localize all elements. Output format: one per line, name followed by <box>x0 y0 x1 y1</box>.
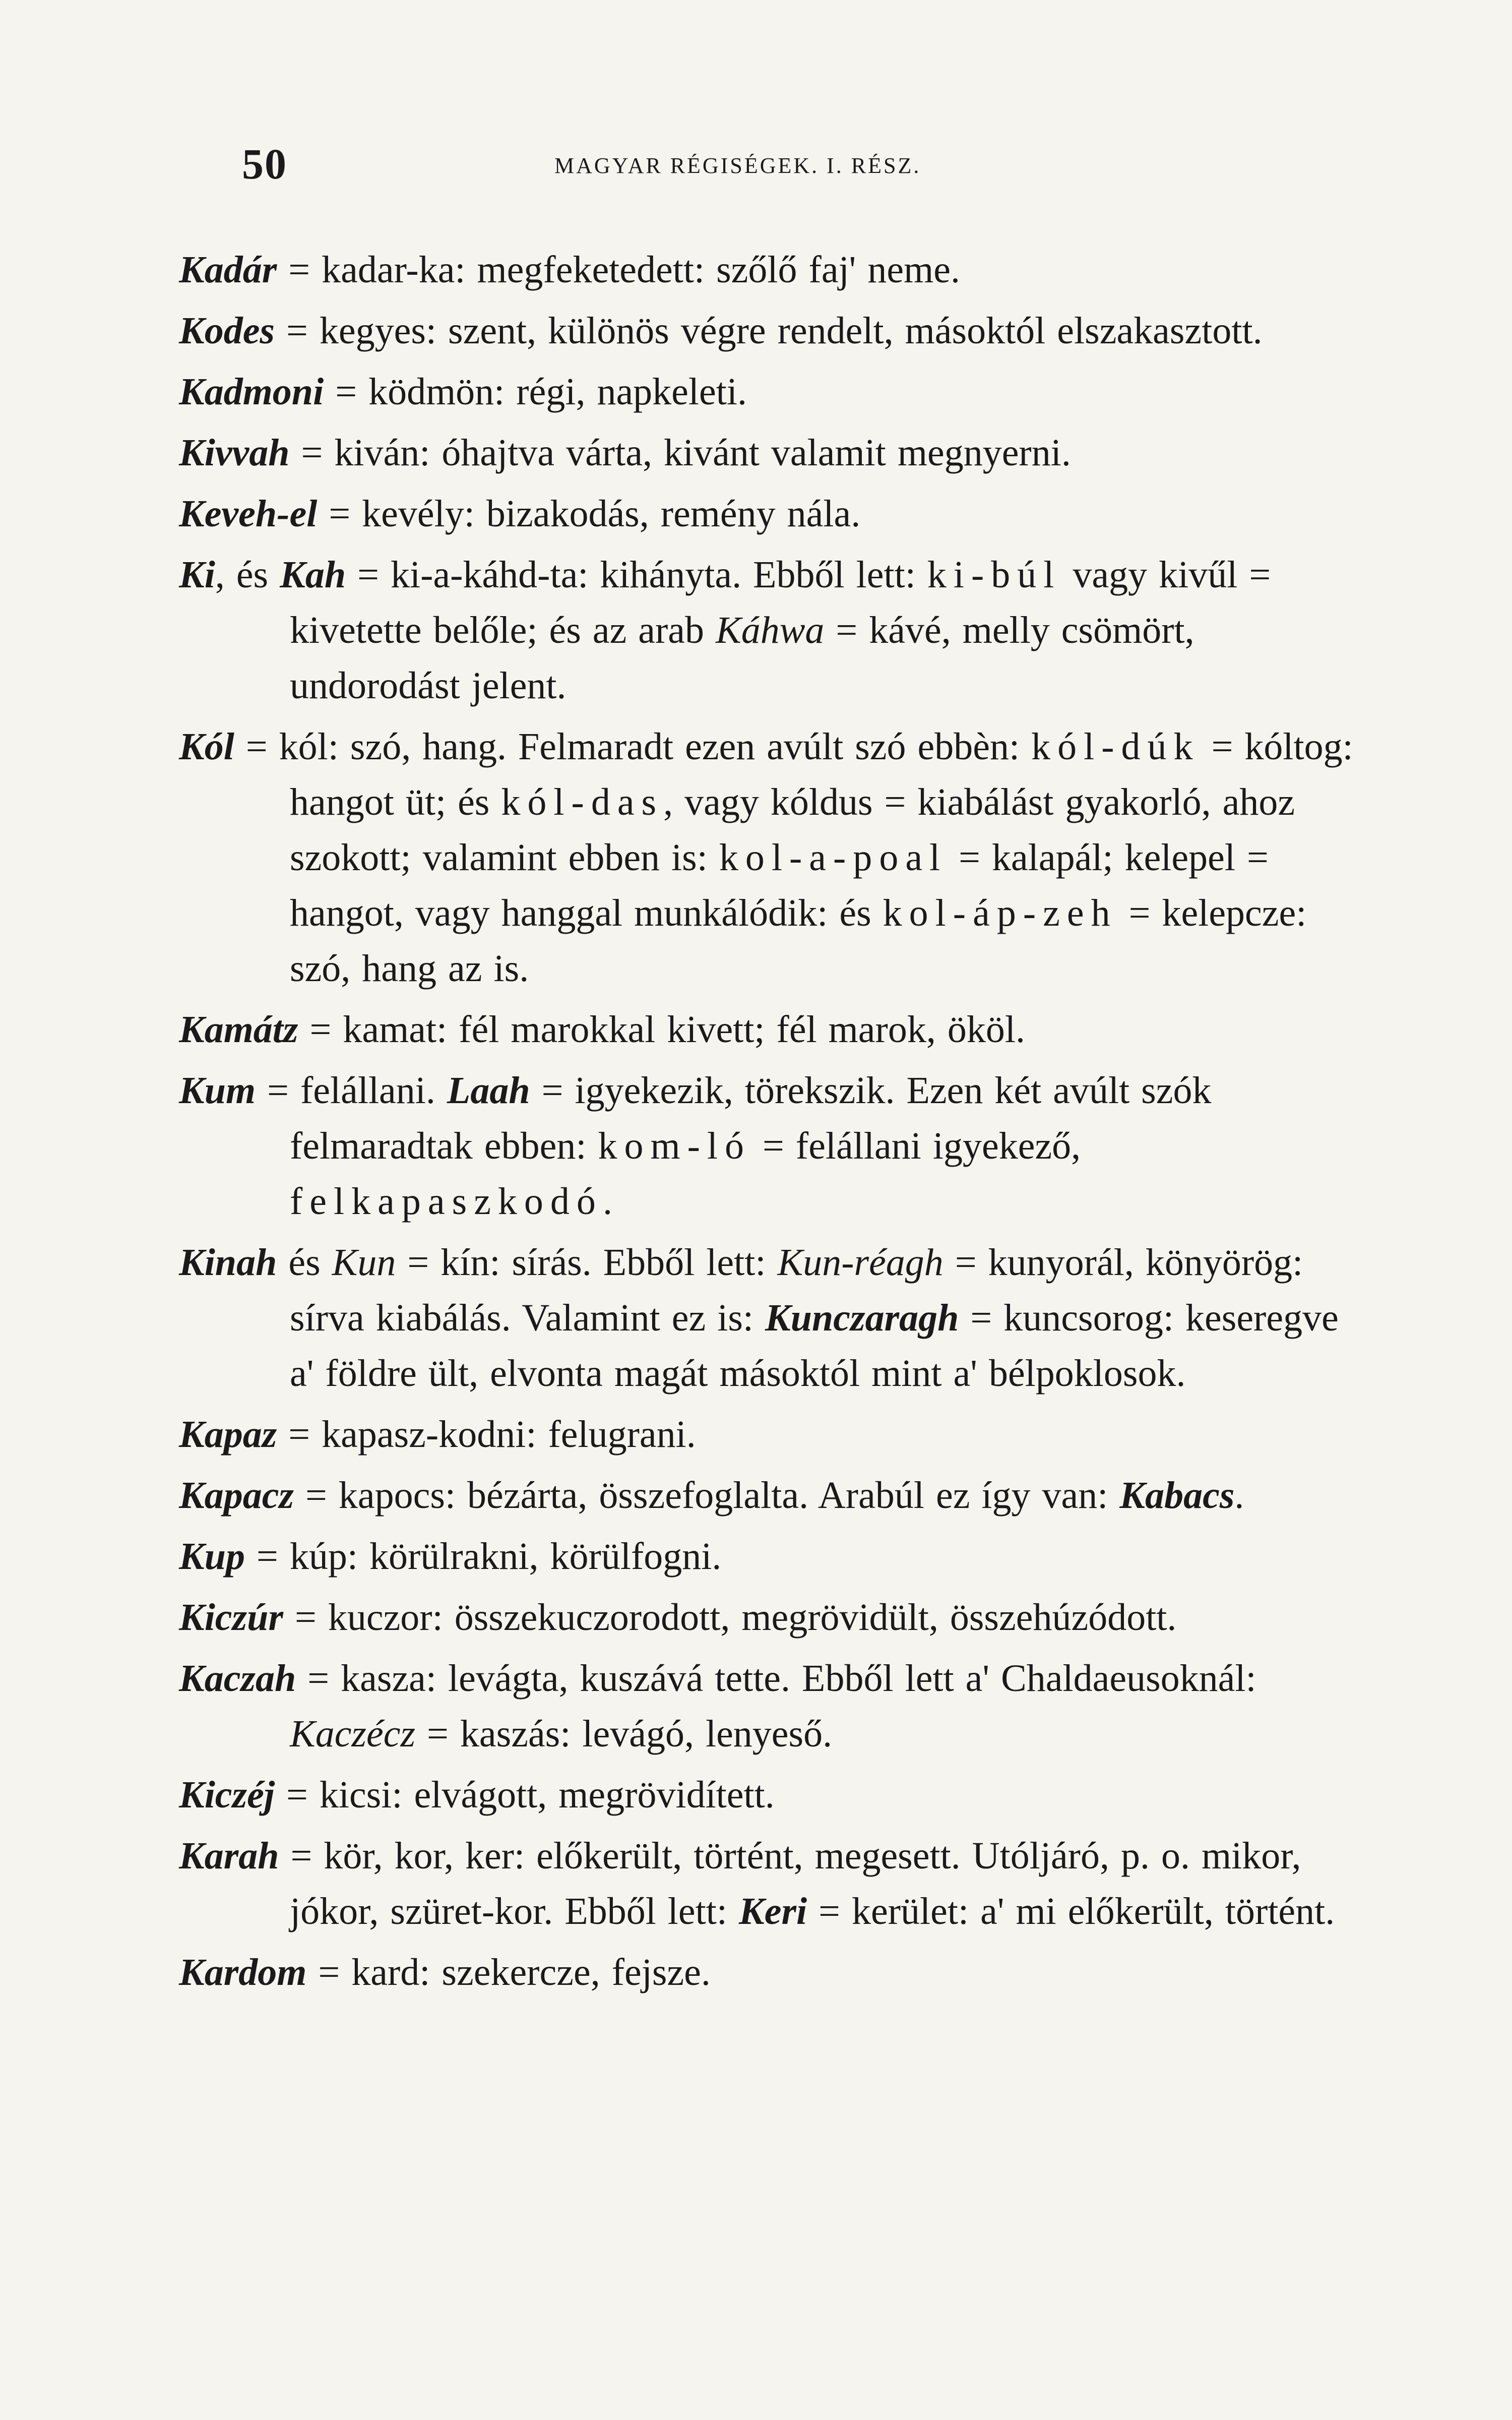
entry-kaczah <box>179 1651 1353 1762</box>
entry-text-run: = kör, kor, ker: előkerült, történt, megesett. Utóljáró, p. o. mikor, jókor, szüret-kor. Ebből lett: <box>279 1835 1301 1932</box>
entry-text-run: = kúp: körülrakni, körülfogni. <box>244 1535 722 1578</box>
entry-kup <box>179 1529 1353 1584</box>
entry-headword: Kól <box>179 725 234 768</box>
entry-headword: Kapacz <box>179 1474 294 1517</box>
entry-text-run: = kól: szó, hang. Felmaradt ezen avúlt szó ebbèn: <box>234 725 1032 768</box>
entry-text-run: = kelepcze: szó, hang az is. <box>290 892 1307 990</box>
entry-kodes <box>179 303 1353 358</box>
running-title: MAGYAR RÉGISÉGEK. I. RÉSZ. <box>554 153 921 178</box>
entry-headword: Kaczah <box>179 1657 296 1700</box>
entry-text-run: = kasza: levágta, kuszává tette. Ebből lett a' Chaldaeusoknál: <box>296 1657 1256 1700</box>
entry-text-run: = kávé, melly csömört, undorodást jelent. <box>290 609 1194 707</box>
entry-kiczej <box>179 1767 1353 1823</box>
entry-headword: Kardom <box>179 1951 307 1993</box>
entry-headword: Kadmoni <box>179 371 324 413</box>
entry-text-run: vagy kivűl = kivetette belőle; és az arab <box>290 554 1271 651</box>
entry-text-run: Kabacs <box>1119 1474 1235 1517</box>
entry-headword: Kiczúr <box>179 1596 283 1639</box>
page-number: 50 <box>242 140 287 188</box>
entry-text-run: = kunyorál, könyörög: sírva kiabálás. Valamint ez is: <box>290 1241 1303 1339</box>
entry-headword: Keveh-el <box>179 493 318 535</box>
entry-text-run: = kaszás: levágó, lenyeső. <box>415 1713 833 1755</box>
entry-keveh-el <box>179 486 1353 541</box>
entry-text-run: = kín: sírás. Ebből lett: <box>396 1241 778 1284</box>
page-header <box>242 139 1331 194</box>
entry-kinah <box>179 1235 1353 1401</box>
entry-text-run: kól-dúk <box>1031 725 1200 768</box>
entry-text-run: Káhwa <box>716 609 825 651</box>
entry-text-run: = kiván: óhajtva várta, kivánt valamit megnyerni. <box>289 432 1071 474</box>
entry-kapaz <box>179 1407 1353 1462</box>
entry-kadar <box>179 242 1353 297</box>
entry-text-run: = kicsi: elvágott, megrövidített. <box>274 1774 775 1816</box>
entry-text-run: felkapaszkodó <box>290 1180 603 1223</box>
entry-text-run: Kunczaragh <box>765 1297 959 1339</box>
entry-text-run: kol-áp-zeh <box>883 892 1117 934</box>
entry-text-run: = kóltog: hangot üt; és <box>290 725 1353 823</box>
entry-text-run: = kapasz-kodni: felugrani. <box>277 1413 696 1456</box>
entry-text-run: = kuncsorog: keseregve a' földre ült, elvonta magát másoktól mint a' bélpoklosok. <box>290 1297 1339 1395</box>
entry-kol <box>179 719 1353 996</box>
entry-headword: Karah <box>179 1835 279 1877</box>
entry-headword: Kum <box>179 1069 256 1112</box>
entry-text-run: kol-a-poal <box>719 836 948 879</box>
entry-text-run: kom-ló <box>598 1125 751 1167</box>
entry-text-run: ki-búl <box>927 554 1061 596</box>
entry-kardom <box>179 1945 1353 2000</box>
entry-text-run: Kun-réagh <box>777 1241 943 1284</box>
entry-text-run: = ködmön: régi, napkeleti. <box>324 371 747 413</box>
entry-text-run: = kuczor: összekuczorodott, megrövidült, összehúzódott. <box>283 1596 1177 1639</box>
entry-text-run: és <box>277 1241 332 1284</box>
entry-text-run: = igyekezik, törekszik. Ezen két avúlt szók felmaradtak ebben: <box>290 1069 1212 1167</box>
entry-headword: Kodes <box>179 310 275 352</box>
entry-text-run: Kun <box>332 1241 396 1284</box>
entry-text-run: , és <box>215 554 280 596</box>
entry-headword: Kinah <box>179 1241 277 1284</box>
entry-headword: Kup <box>179 1535 245 1578</box>
entry-headword: Kah <box>280 554 346 596</box>
entry-kamatz <box>179 1002 1353 1057</box>
entry-text-run: = felállani. <box>256 1069 447 1112</box>
dictionary-entries <box>179 242 1353 2006</box>
entry-headword: Kiczéj <box>179 1774 275 1816</box>
entry-text-run: Laah <box>447 1069 530 1112</box>
entry-headword: Kapaz <box>179 1413 277 1456</box>
entry-headword: Kadár <box>179 249 277 291</box>
entry-headword: Ki <box>179 554 215 596</box>
entry-text-run: = ki-a-káhd-ta: kihányta. Ebből lett: <box>346 554 927 596</box>
entry-text-run: = kamat: fél marokkal kivett; fél marok, ököl. <box>298 1008 1025 1051</box>
entry-text-run: = kegyes: szent, különös végre rendelt, másoktól elszakasztott. <box>275 310 1263 352</box>
entry-kapacz <box>179 1468 1353 1523</box>
entry-text-run: kól-das <box>501 781 664 823</box>
entry-text-run: = kevély: bizakodás, remény nála. <box>317 493 861 535</box>
entry-text-run: , vagy kóldus = kiabálást gyakorló, ahoz szokott; valamint ebben is: <box>290 781 1295 879</box>
entry-headword: Kivvah <box>179 432 290 474</box>
entry-ki-kah <box>179 547 1353 713</box>
entry-text-run: = kerület: a' mi előkerült, történt. <box>807 1890 1335 1932</box>
entry-kiczur <box>179 1590 1353 1645</box>
entry-kum <box>179 1063 1353 1229</box>
entry-text-run: . <box>1234 1474 1244 1517</box>
entry-text-run: Keri <box>739 1890 807 1932</box>
entry-karah <box>179 1828 1353 1939</box>
entry-text-run: = kapocs: bézárta, összefoglalta. Arabúl ez így van: <box>294 1474 1120 1517</box>
entry-text-run: = kalapál; kelepel = hangot, vagy hanggal munkálódik: és <box>290 836 1269 934</box>
entry-text-run: Kaczécz <box>290 1713 416 1755</box>
entry-text-run: . <box>602 1180 612 1223</box>
entry-text-run: = kard: szekercze, fejsze. <box>306 1951 711 1993</box>
entry-headword: Kamátz <box>179 1008 298 1051</box>
entry-kivvah <box>179 425 1353 480</box>
entry-text-run: = felállani igyekező, <box>751 1125 1081 1167</box>
entry-kadmoni <box>179 364 1353 419</box>
entry-text-run: = kadar-ka: megfeketedett: szőlő faj' neme. <box>277 249 960 291</box>
